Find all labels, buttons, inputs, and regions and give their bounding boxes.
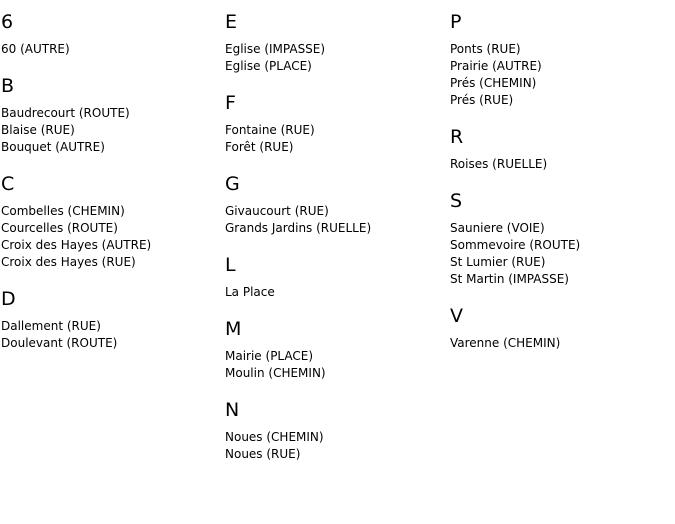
letter-group bbox=[1, 11, 221, 58]
street-name: Prés (CHEMIN) bbox=[450, 76, 537, 90]
street-name: Sauniere (VOIE) bbox=[450, 221, 545, 235]
street-list bbox=[1, 105, 221, 156]
letter-group bbox=[450, 305, 670, 352]
letter-heading: N bbox=[225, 399, 240, 421]
street-name: Prés (RUE) bbox=[450, 93, 514, 107]
street-name: Noues (RUE) bbox=[225, 447, 301, 461]
letter-heading: G bbox=[225, 173, 240, 195]
street-name: Ponts (RUE) bbox=[450, 42, 521, 56]
street-name: Sommevoire (ROUTE) bbox=[450, 238, 581, 252]
street-name: Mairie (PLACE) bbox=[225, 349, 314, 363]
letter-group bbox=[225, 92, 445, 156]
street-name: Noues (CHEMIN) bbox=[225, 430, 324, 444]
letter-group bbox=[225, 399, 445, 463]
street-name: Dallement (RUE) bbox=[1, 319, 101, 333]
street-name: St Martin (IMPASSE) bbox=[450, 272, 569, 286]
street-list bbox=[450, 156, 670, 173]
street-index-column-1 bbox=[1, 0, 221, 369]
street-list bbox=[450, 220, 670, 288]
street-index-column-2 bbox=[225, 0, 445, 480]
street-name: Eglise (PLACE) bbox=[225, 59, 312, 73]
street-name: Fontaine (RUE) bbox=[225, 123, 315, 137]
street-list bbox=[450, 335, 670, 352]
street-name: Croix des Hayes (RUE) bbox=[1, 255, 136, 269]
street-name: Croix des Hayes (AUTRE) bbox=[1, 238, 152, 252]
street-list bbox=[1, 318, 221, 352]
street-name: Prairie (AUTRE) bbox=[450, 59, 542, 73]
letter-group bbox=[450, 11, 670, 109]
letter-heading: D bbox=[1, 288, 16, 310]
street-list bbox=[1, 203, 221, 271]
street-list bbox=[1, 41, 221, 58]
letter-group bbox=[450, 190, 670, 288]
street-list bbox=[450, 41, 670, 109]
street-name: Combelles (CHEMIN) bbox=[1, 204, 125, 218]
street-list bbox=[225, 348, 445, 382]
street-name: La Place bbox=[225, 285, 275, 299]
letter-group bbox=[1, 288, 221, 352]
letter-group bbox=[225, 173, 445, 237]
street-name: Grands Jardins (RUELLE) bbox=[225, 221, 372, 235]
letter-group bbox=[225, 11, 445, 75]
street-index-column-3 bbox=[450, 0, 670, 369]
street-name: Forêt (RUE) bbox=[225, 140, 294, 154]
letter-heading: L bbox=[225, 254, 236, 276]
letter-heading: 6 bbox=[1, 11, 14, 33]
letter-heading: M bbox=[225, 318, 242, 340]
street-name: Baudrecourt (ROUTE) bbox=[1, 106, 130, 120]
street-list bbox=[225, 122, 445, 156]
letter-group bbox=[450, 126, 670, 173]
street-list bbox=[225, 284, 445, 301]
letter-group bbox=[225, 318, 445, 382]
street-name: Bouquet (AUTRE) bbox=[1, 140, 105, 154]
street-list bbox=[225, 203, 445, 237]
letter-group bbox=[1, 75, 221, 156]
letter-heading: E bbox=[225, 11, 238, 33]
street-name: Eglise (IMPASSE) bbox=[225, 42, 326, 56]
street-list bbox=[225, 429, 445, 463]
street-name: Roises (RUELLE) bbox=[450, 157, 548, 171]
letter-heading: V bbox=[450, 305, 463, 327]
letter-heading: C bbox=[1, 173, 15, 195]
street-name: Givaucourt (RUE) bbox=[225, 204, 329, 218]
street-name: Courcelles (ROUTE) bbox=[1, 221, 118, 235]
street-name: Blaise (RUE) bbox=[1, 123, 75, 137]
street-name: St Lumier (RUE) bbox=[450, 255, 546, 269]
letter-heading: B bbox=[1, 75, 15, 97]
letter-heading: R bbox=[450, 126, 464, 148]
street-name: Moulin (CHEMIN) bbox=[225, 366, 326, 380]
letter-heading: S bbox=[450, 190, 463, 212]
letter-group bbox=[1, 173, 221, 271]
street-name: 60 (AUTRE) bbox=[1, 42, 70, 56]
letter-group bbox=[225, 254, 445, 301]
street-name: Doulevant (ROUTE) bbox=[1, 336, 118, 350]
letter-heading: P bbox=[450, 11, 462, 33]
street-name: Varenne (CHEMIN) bbox=[450, 336, 561, 350]
street-list bbox=[225, 41, 445, 75]
letter-heading: F bbox=[225, 92, 236, 114]
